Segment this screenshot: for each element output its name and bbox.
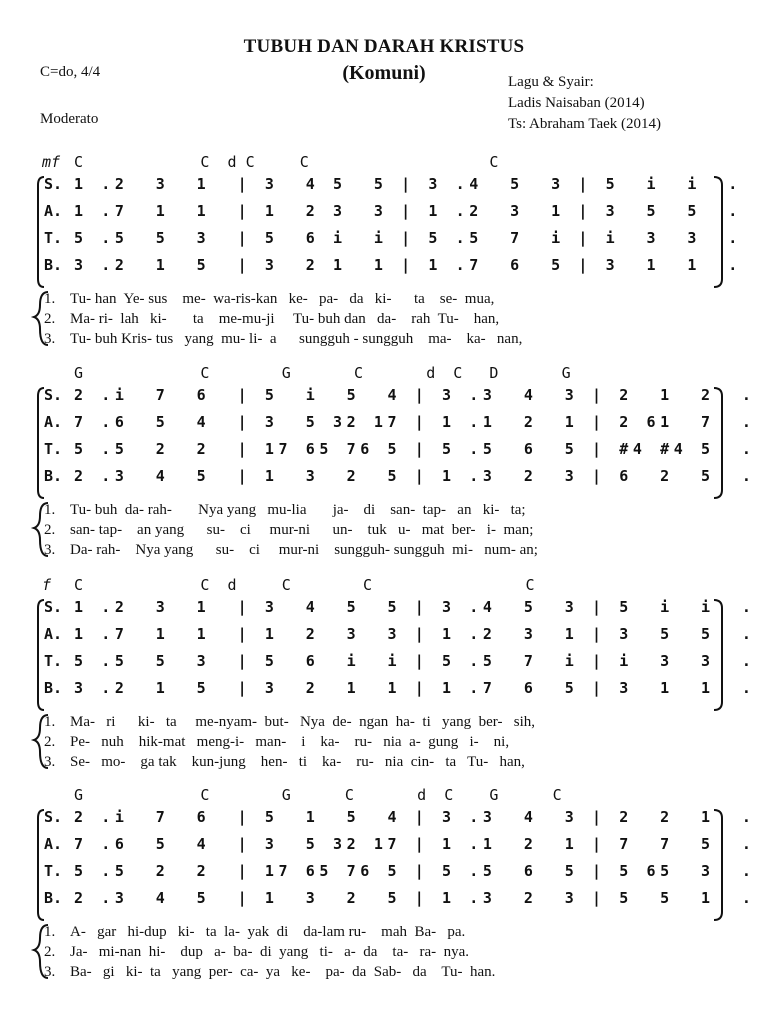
voice-label: A. <box>44 202 63 220</box>
verse-lyrics: A- gar hi-dup ki- ta la- yak di da-lam ru- mah Ba- pa. <box>70 924 466 940</box>
song-title: TUBUH DAN DARAH KRISTUS <box>243 36 525 57</box>
verse-number: 3. <box>44 331 56 347</box>
voice-label: S. <box>44 386 63 404</box>
verse-number: 1. <box>44 924 56 940</box>
verse-lyrics: Ba- gi ki- ta yang per- ca- ya ke- pa- da Sab- da Tu- han. <box>70 964 496 980</box>
chord-line: G C G C d C G C <box>74 786 562 804</box>
voice-notes: 1 .2 3 1 | 3 4 5 5 | 3 .4 5 3 | 5 i i . <box>74 175 742 193</box>
dynamic-marking: mf <box>42 153 61 171</box>
verse-lyrics: Da- rah- Nya yang su- ci mur-ni sungguh- sungguh mi- num- an; <box>70 542 538 558</box>
verse-lyrics: Tu- han Ye- sus me- wa-ris-kan ke- pa- da ki- ta se- mua, <box>70 291 495 307</box>
voice-label: T. <box>44 229 63 247</box>
voice-label: B. <box>44 679 63 697</box>
voice-notes: 2 .i 7 6 | 5 i 5 4 | 3 .3 4 3 | 2 1 2 . <box>74 386 756 404</box>
voice-notes: 3 .2 1 5 | 3 2 1 1 | 1 .7 6 5 | 3 1 1 . <box>74 256 742 274</box>
voice-notes: 1 .7 1 1 | 1 2 3 3 | 1 .2 3 1 | 3 5 5 . <box>74 202 742 220</box>
voice-notes: 7 .6 5 4 | 3 5 32 17 | 1 .1 2 1 | 7 7 5 . <box>74 835 756 853</box>
voice-notes: 3 .2 1 5 | 3 2 1 1 | 1 .7 6 5 | 3 1 1 . <box>74 679 756 697</box>
voice-notes: 2 .3 4 5 | 1 3 2 5 | 1 .3 2 3 | 6 2 5 . <box>74 467 756 485</box>
tempo-marking: Moderato <box>40 111 99 127</box>
verse-number: 2. <box>44 311 56 327</box>
voice-notes: 1 .2 3 1 | 3 4 5 5 | 3 .4 5 3 | 5 i i . <box>74 598 756 616</box>
dynamic-marking: f <box>42 576 52 594</box>
credit-line: Ladis Naisaban (2014) <box>508 95 645 111</box>
verse-number: 1. <box>44 291 56 307</box>
voice-label: S. <box>44 808 63 826</box>
verse-number: 1. <box>44 502 56 518</box>
voice-notes: 2 .3 4 5 | 1 3 2 5 | 1 .3 2 3 | 5 5 1 . <box>74 889 756 907</box>
key-signature: C=do, 4/4 <box>40 64 101 80</box>
credits-block <box>508 72 661 135</box>
voice-notes: 5 .5 5 3 | 5 6 i i | 5 .5 7 i | i 3 3 . <box>74 652 756 670</box>
voice-notes: 5 .5 2 2 | 17 65 76 5 | 5 .5 6 5 | 5 65 3 . <box>74 862 756 880</box>
credit-line: Ts: Abraham Taek (2014) <box>508 116 662 132</box>
verse-lyrics: Tu- buh Kris- tus yang mu- li- a sungguh - sungguh ma- ka- nan, <box>70 331 523 347</box>
voice-label: T. <box>44 440 63 458</box>
voice-label: A. <box>44 835 63 853</box>
verse-lyrics: Pe- nuh hik-mat meng-i- man- i ka- ru- nia a- gung i- ni, <box>70 734 510 750</box>
verse-number: 2. <box>44 522 56 538</box>
verse-number: 3. <box>44 964 56 980</box>
voice-label: B. <box>44 256 63 274</box>
voice-label: T. <box>44 862 63 880</box>
verse-lyrics: Ma- ri- lah ki- ta me-mu-ji Tu- buh dan da- rah Tu- han, <box>70 311 500 327</box>
music-system <box>0 788 768 993</box>
chord-line: G C G C d C D G <box>74 364 571 382</box>
verse-number: 3. <box>44 754 56 770</box>
voice-notes: 5 .5 5 3 | 5 6 i i | 5 .5 7 i | i 3 3 . <box>74 229 742 247</box>
voice-notes: 1 .7 1 1 | 1 2 3 3 | 1 .2 3 1 | 3 5 5 . <box>74 625 756 643</box>
voice-label: A. <box>44 413 63 431</box>
voice-label: S. <box>44 175 63 193</box>
verse-number: 3. <box>44 542 56 558</box>
chord-line: C C d C C C <box>74 153 499 171</box>
verse-number: 2. <box>44 734 56 750</box>
verse-lyrics: Se- mo- ga tak kun-jung hen- ti ka- ru- nia cin- ta Tu- han, <box>70 754 525 770</box>
voice-label: B. <box>44 889 63 907</box>
verse-number: 2. <box>44 944 56 960</box>
verse-lyrics: san- tap- an yang su- ci mur-ni un- tuk u- mat ber- i- man; <box>70 522 534 538</box>
credit-line: Lagu & Syair: <box>508 74 594 90</box>
chord-line: C C d C C C <box>74 576 535 594</box>
voice-label: T. <box>44 652 63 670</box>
voice-label: S. <box>44 598 63 616</box>
verse-number: 1. <box>44 714 56 730</box>
music-system <box>0 366 768 571</box>
voice-notes: 5 .5 2 2 | 17 65 76 5 | 5 .5 6 5 | #4 #4 5 . <box>74 440 756 458</box>
verse-lyrics: Ma- ri ki- ta me-nyam- but- Nya de- ngan ha- ti yang ber- sih, <box>70 714 535 730</box>
verse-lyrics: Tu- buh da- rah- Nya yang mu-lia ja- di san- tap- an ki- ta; <box>70 502 526 518</box>
music-system <box>0 578 768 783</box>
verse-lyrics: Ja- mi-nan hi- dup a- ba- di yang ti- a- da ta- ra- nya. <box>70 944 470 960</box>
voice-notes: 7 .6 5 4 | 3 5 32 17 | 1 .1 2 1 | 2 61 7 . <box>74 413 756 431</box>
voice-notes: 2 .i 7 6 | 5 1 5 4 | 3 .3 4 3 | 2 2 1 . <box>74 808 756 826</box>
music-system <box>0 155 768 360</box>
voice-label: B. <box>44 467 63 485</box>
voice-label: A. <box>44 625 63 643</box>
song-subtitle: (Komuni) <box>342 62 426 84</box>
